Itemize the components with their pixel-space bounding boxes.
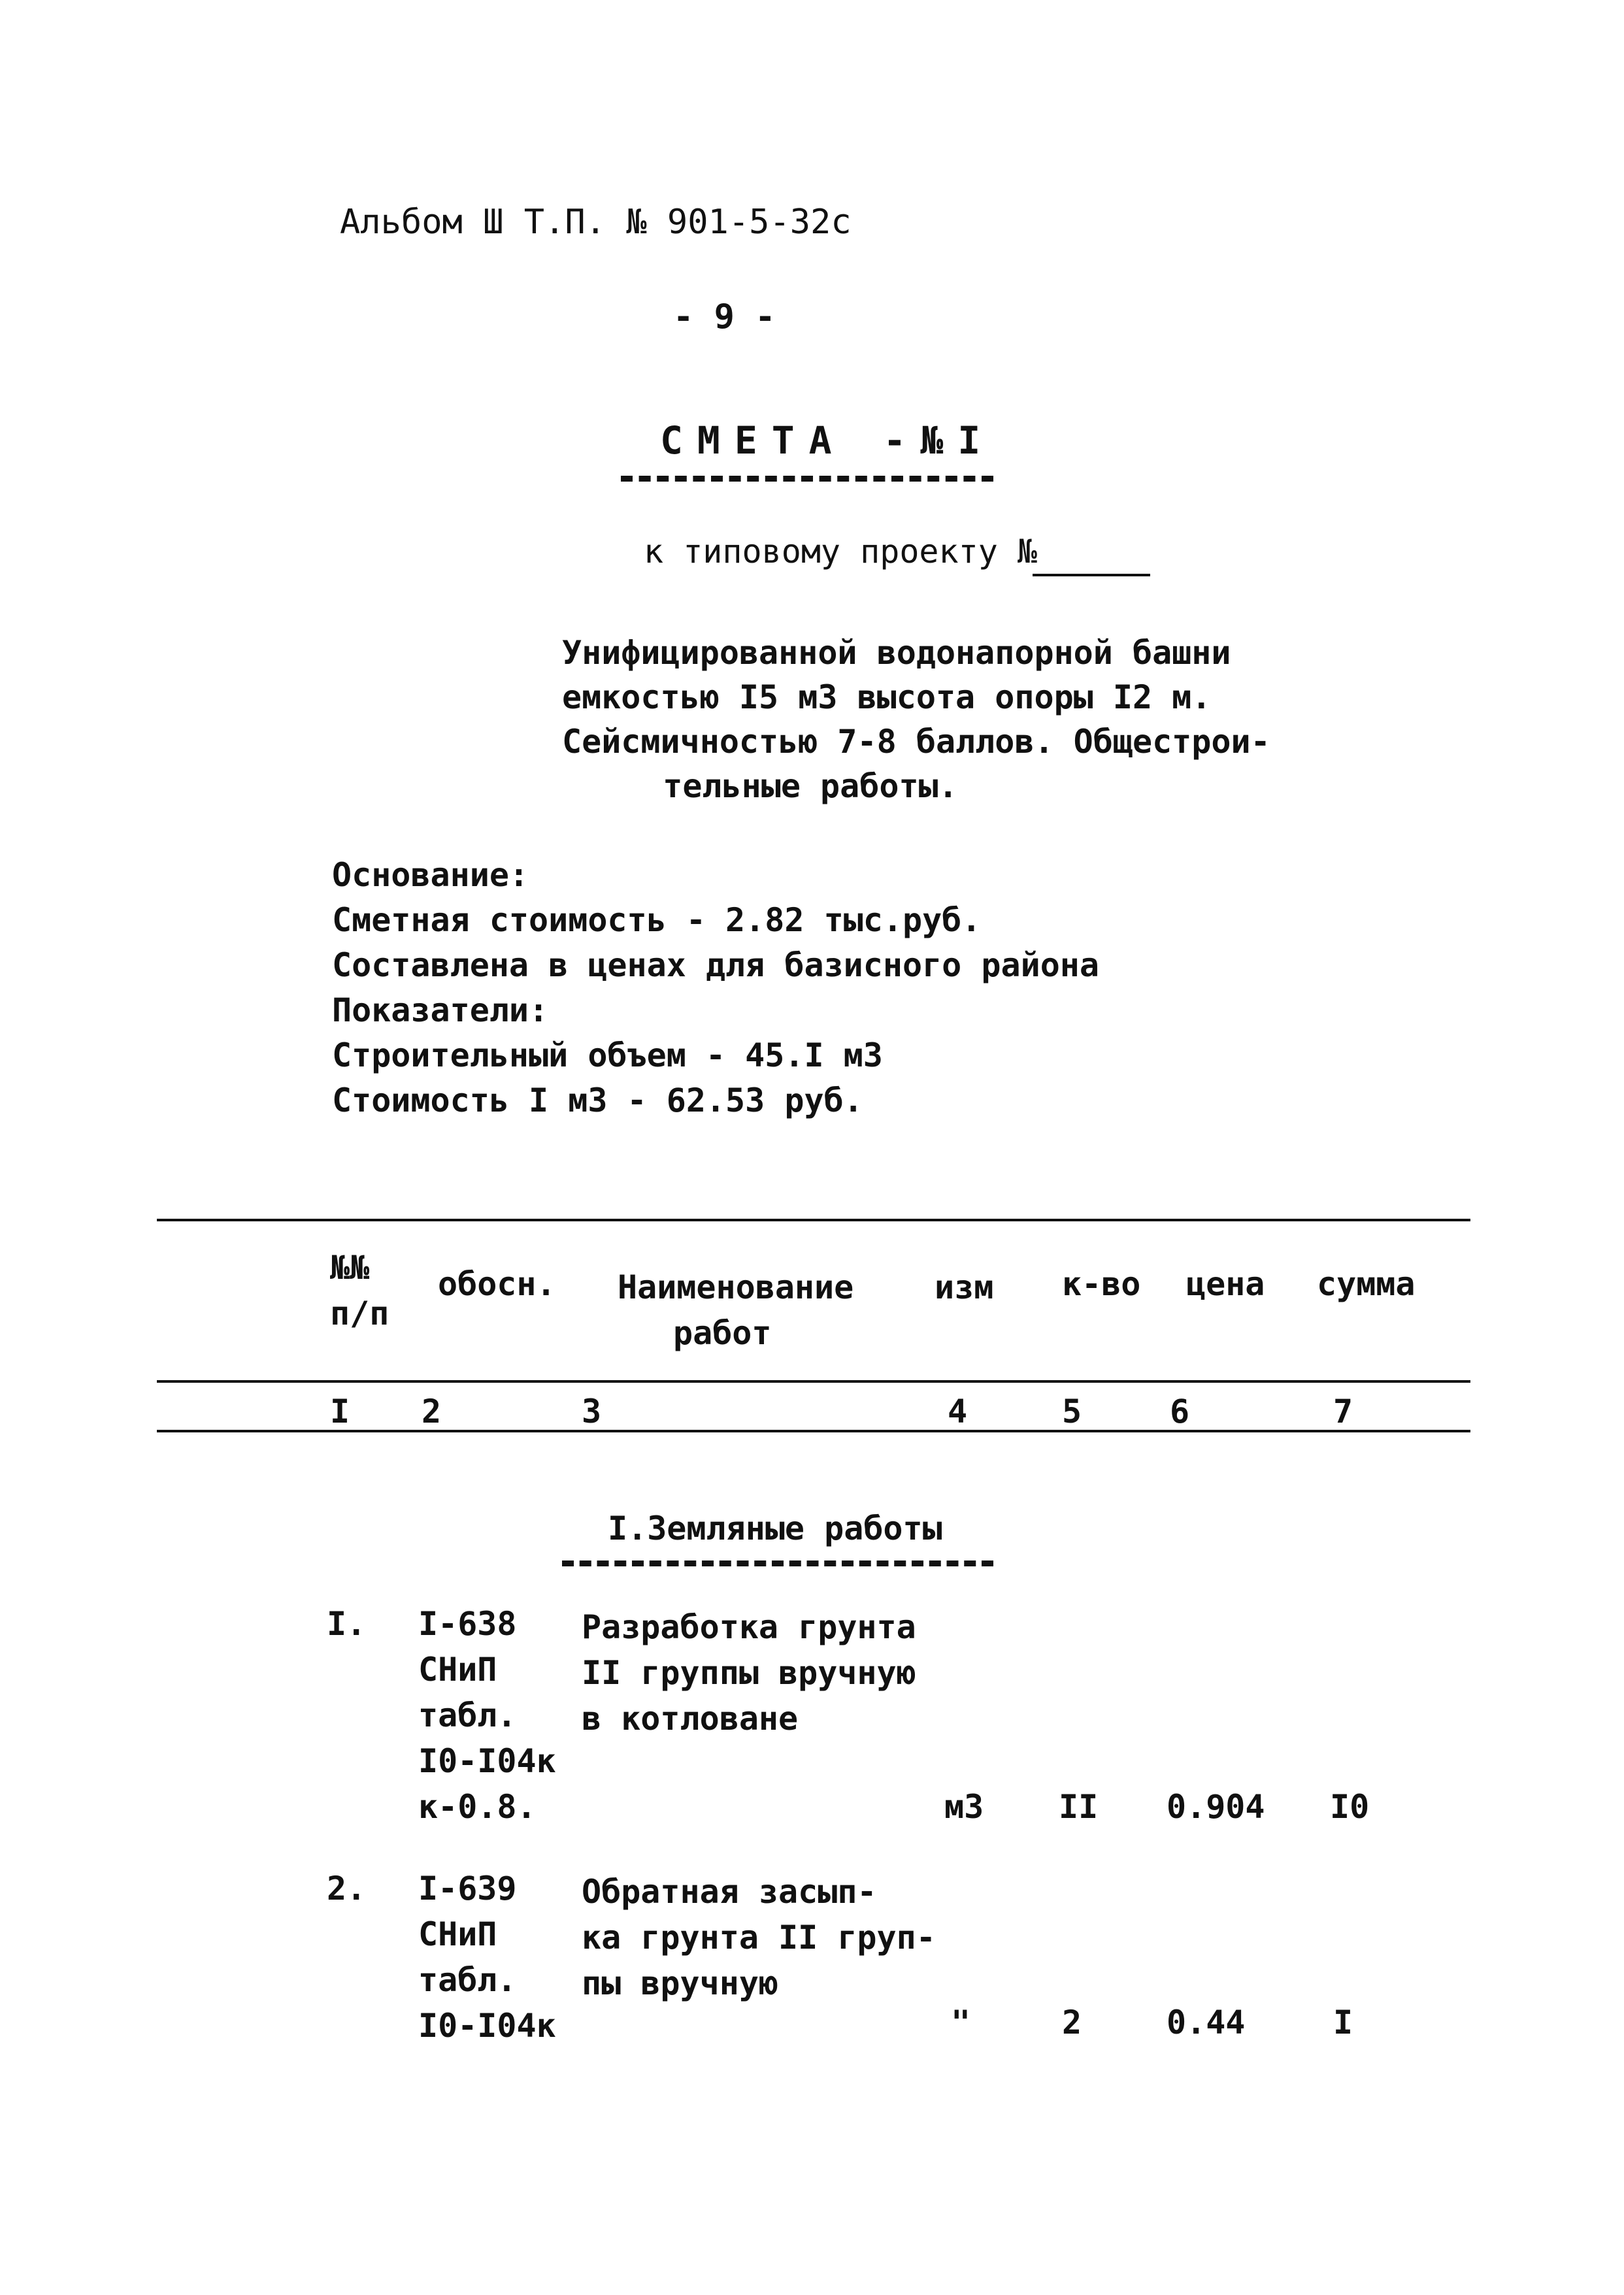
header-unit: изм	[935, 1268, 994, 1306]
description-line: Унифицированной водонапорной башни	[562, 634, 1231, 672]
basis-block	[332, 853, 1099, 1123]
column-number: 5	[1062, 1393, 1082, 1430]
description-line: емкостью I5 м3 высота опоры I2 м.	[562, 678, 1212, 716]
basis-line: Стоимость I м3 - 62.53 руб.	[332, 1081, 863, 1119]
row-1-name: II группы вручную	[582, 1654, 916, 1692]
document-title: СМЕТА -№I	[660, 418, 995, 463]
row-1-basis: СНиП	[418, 1651, 497, 1689]
header-qty: к-во	[1062, 1265, 1141, 1303]
basis-line: Основание:	[332, 856, 529, 894]
description-line: тельные работы.	[663, 767, 958, 805]
header-price: цена	[1186, 1265, 1265, 1303]
row-2-num: 2.	[327, 1870, 367, 1907]
basis-line: Строительный объем - 45.I м3	[332, 1036, 883, 1074]
title-underline	[621, 476, 993, 482]
row-2-basis: I0-I04к	[418, 2007, 556, 2045]
column-number: I	[330, 1393, 350, 1430]
section-title: I.Земляные работы	[608, 1510, 942, 1547]
header-sum: сумма	[1317, 1265, 1416, 1303]
row-2-basis: табл.	[418, 1961, 517, 1999]
table-numbers-rule	[157, 1430, 1470, 1432]
header-name: Наименование	[618, 1268, 854, 1306]
row-2-name: Обратная засып-	[582, 1873, 877, 1911]
row-1-price: 0.904	[1167, 1788, 1265, 1826]
project-description	[562, 631, 1281, 808]
row-2-sum: I	[1333, 2004, 1353, 2041]
column-number: 6	[1170, 1393, 1190, 1430]
row-2-basis: СНиП	[418, 1915, 497, 1953]
row-1-name: Разработка грунта	[582, 1608, 916, 1646]
row-2-unit: "	[951, 2004, 971, 2041]
section-underline	[562, 1560, 993, 1566]
header-num-sub: п/п	[330, 1295, 389, 1332]
row-2-basis: I-639	[418, 1870, 517, 1907]
column-number: 3	[582, 1393, 602, 1430]
row-1-qty: II	[1059, 1788, 1099, 1826]
column-number: 7	[1333, 1393, 1353, 1430]
page-number: - 9 -	[673, 297, 776, 337]
row-1-basis: I0-I04к	[418, 1742, 556, 1780]
row-1-basis: табл.	[418, 1696, 517, 1734]
row-2-qty: 2	[1062, 2004, 1082, 2041]
column-number: 2	[422, 1393, 442, 1430]
table-top-rule	[157, 1219, 1470, 1221]
row-1-name: в котловане	[582, 1700, 799, 1738]
description-line: Сейсмичностью 7-8 баллов. Общестрои-	[562, 723, 1270, 761]
row-1-num: I.	[327, 1605, 367, 1643]
row-2-name: ка грунта II груп-	[582, 1919, 936, 1957]
row-1-sum: I0	[1330, 1788, 1370, 1826]
header-name-sub: работ	[673, 1314, 772, 1352]
album-reference: Альбом Ш Т.П. № 901-5-32с	[340, 203, 852, 242]
column-number: 4	[948, 1393, 968, 1430]
basis-line: Показатели:	[332, 991, 549, 1029]
row-2-price: 0.44	[1167, 2004, 1246, 2041]
row-2-name: пы вручную	[582, 1964, 779, 2002]
project-number-blank	[1033, 574, 1150, 576]
row-1-basis: к-0.8.	[418, 1788, 537, 1826]
header-basis: обосн.	[438, 1265, 556, 1303]
row-1-basis: I-638	[418, 1605, 517, 1643]
header-num: №№	[330, 1249, 370, 1287]
basis-line: Сметная стоимость - 2.82 тыс.руб.	[332, 901, 982, 939]
row-1-unit: м3	[944, 1788, 984, 1826]
table-header-rule	[157, 1380, 1470, 1383]
document-subtitle: к типовому проекту №	[644, 533, 1038, 570]
basis-line: Составлена в ценах для базисного района	[332, 946, 1099, 984]
